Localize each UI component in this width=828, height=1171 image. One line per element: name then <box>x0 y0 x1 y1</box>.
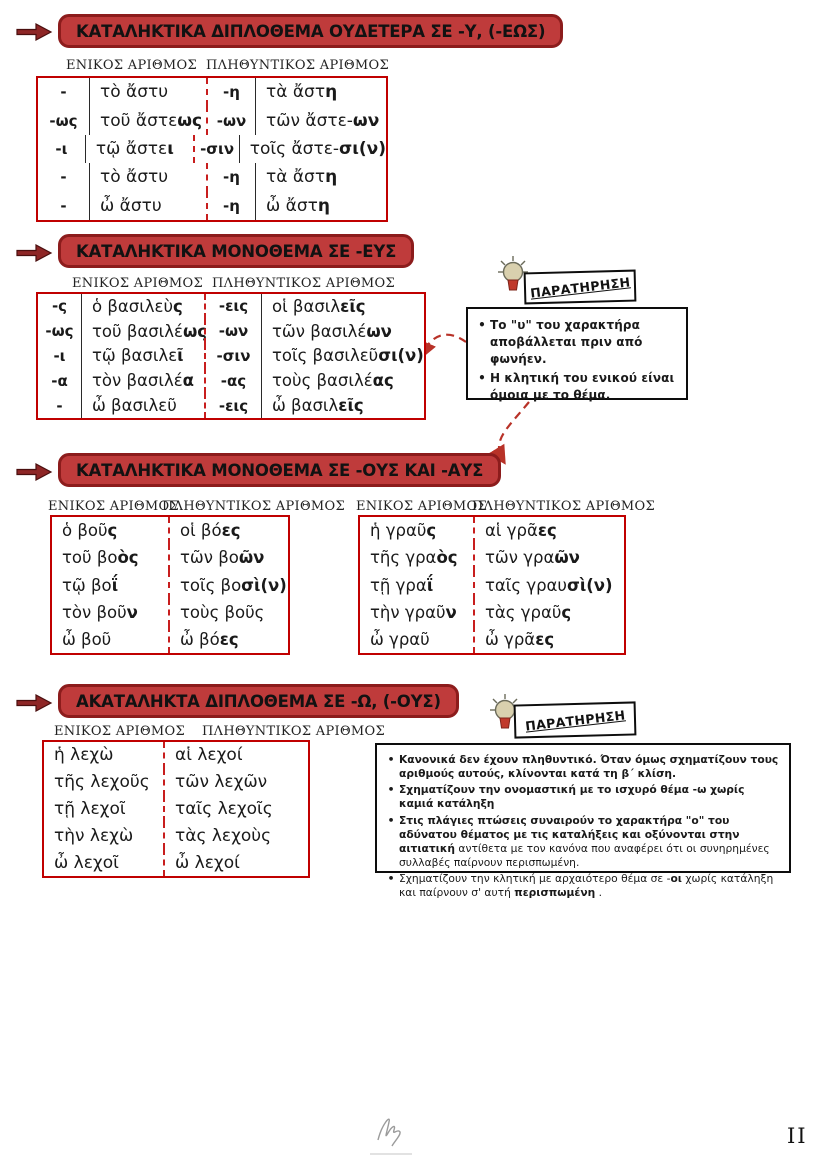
declension-row <box>52 626 288 653</box>
word-text: τὴν λεχὼ <box>54 825 134 846</box>
word-text: τῆς λεχοῦς <box>54 772 150 793</box>
declension-row <box>38 163 386 191</box>
word-cell <box>256 192 386 220</box>
word-cell <box>82 319 208 344</box>
word-text: τὸν βασιλέ <box>92 371 183 391</box>
note-bullet <box>383 753 781 781</box>
bullet-text-normal: χωρίς κατάληξη και παίρνουν σ' αυτή <box>399 872 774 900</box>
word-cell <box>262 368 424 393</box>
word-cell <box>52 571 168 598</box>
column-header-plural: ΠΛΗΘΥΝΤΙΚΟΣ ΑΡΙΘΜΟΣ <box>202 724 385 739</box>
bullet-text <box>399 814 781 871</box>
column-header-plural: ΠΛΗΘΥΝΤΙΚΟΣ ΑΡΙΘΜΟΣ <box>162 499 345 514</box>
word-text: τὴν γραῦ <box>370 602 446 622</box>
word-cell <box>44 742 163 769</box>
word-ending-bold: ς <box>426 521 437 541</box>
section-banner-4 <box>58 684 459 718</box>
word-cell <box>163 769 308 796</box>
word-text: τῶν βασιλέ <box>272 321 367 341</box>
declension-row <box>360 599 624 626</box>
word-text: τὰ ἄστ <box>266 167 326 188</box>
word-cell <box>82 393 204 418</box>
word-ending-bold: ΐ <box>111 575 119 595</box>
word-ending-bold: η <box>317 195 330 216</box>
word-cell <box>473 626 624 653</box>
word-text: τὰ ἄστ <box>266 82 326 103</box>
word-text: ὦ βοῦ <box>62 629 112 649</box>
word-cell <box>256 106 386 134</box>
word-ending-bold: ν <box>445 602 457 622</box>
declension-row <box>360 626 624 653</box>
section-banner-1 <box>58 14 563 48</box>
word-ending-bold: σι(ν) <box>339 139 386 160</box>
word-cell <box>163 822 308 849</box>
word-cell <box>256 163 386 191</box>
word-ending-bold: ας <box>372 371 394 391</box>
case-ending-cell: -ων <box>204 319 262 344</box>
case-ending-cell: -εις <box>204 294 262 319</box>
note-header-2 <box>514 701 637 738</box>
word-ending-bold: ως <box>182 321 208 341</box>
declension-table-asty <box>36 76 388 222</box>
word-ending-bold: εῖς <box>338 396 364 416</box>
declension-row <box>38 393 424 418</box>
declension-row <box>44 769 308 796</box>
column-header-singular: ΕΝΙΚΟΣ ΑΡΙΘΜΟΣ <box>356 499 487 514</box>
column-header-singular: ΕΝΙΚΟΣ ΑΡΙΘΜΟΣ <box>66 58 197 73</box>
declension-row <box>38 78 386 106</box>
bullet-text <box>399 753 781 781</box>
bullet-dot: • <box>387 753 395 766</box>
word-text: τοῦ βο <box>62 548 118 568</box>
column-header-singular: ΕΝΙΚΟΣ ΑΡΙΘΜΟΣ <box>48 499 179 514</box>
bullet-dot: • <box>478 371 486 386</box>
case-ending-cell: -η <box>206 192 256 220</box>
column-header-plural: ΠΛΗΘΥΝΤΙΚΟΣ ΑΡΙΘΜΟΣ <box>206 58 389 73</box>
note-body-2 <box>375 743 791 900</box>
word-cell <box>262 294 424 319</box>
bullet-text <box>399 872 781 900</box>
declension-row <box>52 544 288 571</box>
word-cell <box>473 517 624 544</box>
bullet-text <box>490 317 678 367</box>
declension-row <box>44 822 308 849</box>
case-ending-cell: -ας <box>204 368 262 393</box>
bullet-text <box>399 783 781 811</box>
note-title: ΠΑΡΑΤΗΡΗΣΗ <box>524 706 626 734</box>
word-text: τὰς γραῦ <box>485 602 562 622</box>
word-cell <box>256 78 386 106</box>
word-text: ἡ λεχὼ <box>54 745 114 766</box>
signature-mark <box>358 1106 424 1158</box>
column-header-singular: ΕΝΙΚΟΣ ΑΡΙΘΜΟΣ <box>54 724 185 739</box>
word-cell <box>90 78 206 106</box>
case-ending-cell: -ι <box>38 135 86 163</box>
case-ending-cell: -σιν <box>204 344 262 369</box>
bullet-dot: • <box>387 783 395 797</box>
word-cell <box>52 517 168 544</box>
word-text: ὁ βασιλεὺ <box>92 296 174 316</box>
word-text: τὸ ἄστυ <box>100 167 169 188</box>
word-text: ὦ γρᾶ <box>485 629 536 649</box>
word-ending-bold: ς <box>107 521 118 541</box>
case-ending-cell: -ι <box>38 344 82 369</box>
dashed-arrow-down <box>499 402 529 462</box>
word-ending-bold: η <box>325 167 338 188</box>
word-cell <box>52 599 168 626</box>
case-ending-cell: - <box>38 163 90 191</box>
word-text: ὦ βασιλ <box>272 396 339 416</box>
word-ending-bold: ες <box>221 521 241 541</box>
word-text: τῷ βο <box>62 575 112 595</box>
word-cell <box>82 294 204 319</box>
declension-row <box>38 106 386 134</box>
word-ending-bold: ν <box>126 602 138 622</box>
word-cell <box>168 599 288 626</box>
declension-table-bous <box>50 515 290 655</box>
word-text: αἱ γρᾶ <box>485 521 538 541</box>
word-text: τοὺς βοῦς <box>180 602 265 622</box>
word-text: τοῖς βασιλεῦ <box>272 346 379 366</box>
word-text: ἡ γραῦ <box>370 521 427 541</box>
section-title: ΚΑΤΑΛΗΚΤΙΚΑ ΜΟΝΟΘΕΜΑ ΣΕ -ΕΥΣ <box>76 241 397 261</box>
word-ending-bold: ων <box>352 110 380 131</box>
arrow-right-icon <box>15 243 53 263</box>
declension-row <box>360 544 624 571</box>
word-ending-bold: ΐ <box>426 575 434 595</box>
word-text: τοῦ βασιλέ <box>92 321 183 341</box>
declension-row <box>52 571 288 598</box>
word-text: ὦ ἄστ <box>266 195 318 216</box>
word-cell <box>90 106 206 134</box>
word-ending-bold: ὸς <box>436 548 458 568</box>
word-text: τοῖς βο <box>180 575 242 595</box>
arrow-right-icon <box>15 22 53 42</box>
word-cell <box>473 599 624 626</box>
note-title: ΠΑΡΑΤΗΡΗΣΗ <box>529 273 631 301</box>
section-banner-2 <box>58 234 414 268</box>
dashed-arrow-to-table <box>421 335 466 357</box>
case-ending-cell: - <box>38 78 90 106</box>
bullet-text-bold: περισπωμένη <box>514 886 596 900</box>
word-text: τῆς γρα <box>370 548 437 568</box>
word-text: τῶν λεχῶν <box>175 772 268 793</box>
word-text: τοὺς βασιλέ <box>272 371 373 391</box>
case-ending-cell: -η <box>206 78 256 106</box>
word-text: τῶν βο <box>180 548 239 568</box>
declension-row <box>38 192 386 220</box>
word-text: οἱ βό <box>180 521 222 541</box>
bullet-text-bold: οι <box>670 872 682 885</box>
word-text: τῷ βασιλε <box>92 346 178 366</box>
word-cell <box>360 571 473 598</box>
word-ending-bold: ες <box>537 521 557 541</box>
word-text: ὦ λεχοί <box>175 852 240 873</box>
note-header-1 <box>524 270 637 305</box>
bullet-text-bold: Η κλητική του ενικού είναι όμοια με το θέμα. <box>490 371 675 403</box>
word-cell <box>473 571 624 598</box>
word-cell <box>262 344 424 369</box>
word-cell <box>168 517 288 544</box>
declension-row <box>44 742 308 769</box>
word-ending-bold: ως <box>177 110 203 131</box>
arrow-right-icon <box>15 693 53 713</box>
word-text: ὦ γραῦ <box>370 629 430 649</box>
word-text: τὸ ἄστυ <box>100 82 169 103</box>
declension-table-lecho <box>42 740 310 878</box>
declension-row <box>52 517 288 544</box>
case-ending-cell: - <box>38 192 90 220</box>
note-bullet <box>474 317 678 367</box>
case-ending-cell: -ς <box>38 294 82 319</box>
word-cell <box>360 544 473 571</box>
word-ending-bold: ῶν <box>238 548 265 568</box>
note-body-1 <box>466 307 688 403</box>
word-ending-bold: ῖ <box>177 346 184 366</box>
bullet-text <box>490 370 678 404</box>
word-text: αἱ λεχοί <box>175 745 243 766</box>
note-bullet <box>383 783 781 811</box>
word-ending-bold: σὶ(ν) <box>241 575 287 595</box>
bullet-text-bold: Κανονικά δεν έχουν πληθυντικό. Όταν όμως σχηματίζουν τους αριθμούς αυτούς, κλίνονται κατά τη β΄ κλίση. <box>399 753 779 781</box>
word-cell <box>44 769 163 796</box>
word-ending-bold: ες <box>219 629 239 649</box>
case-ending-cell: -ων <box>206 106 256 134</box>
word-text: ὦ λεχοῖ <box>54 852 119 873</box>
bullet-text-bold: Σχηματίζουν την ονομαστική με το ισχυρό θέμα -ω χωρίς καμιά κατάληξη <box>399 783 745 811</box>
word-cell <box>360 599 473 626</box>
word-cell <box>86 135 194 163</box>
word-text: τοῖς ἄστε- <box>249 139 340 160</box>
word-ending-bold: ῶν <box>554 548 580 568</box>
word-text: τῶν γρα <box>485 548 555 568</box>
word-text: τῇ λεχοῖ <box>54 798 126 819</box>
case-ending-cell: -η <box>206 163 256 191</box>
declension-row <box>38 344 424 369</box>
note-bullet <box>474 370 678 404</box>
bullet-text-bold: Το "υ" του χαρακτήρα αποβάλλεται πριν από φωνήεν. <box>490 318 643 366</box>
word-cell <box>82 368 204 393</box>
case-ending-cell: -εις <box>204 393 262 418</box>
note-bullet <box>383 872 781 900</box>
bullet-text-normal: αντίθετα με τον κανόνα που αναφέρει ότι οι συνηρημένες συλλαβές παίρνουν περισπωμένη. <box>399 841 770 869</box>
bullet-text-bold: Στις πλάγιες πτώσεις συναιρούν το χαρακτήρα "ο" του αδύνατου θέματος με τις καταλήξεις και οξύνονται στην αιτιατική <box>399 813 740 855</box>
word-cell <box>90 163 206 191</box>
bullet-dot: • <box>478 318 486 332</box>
declension-row <box>360 517 624 544</box>
section-title: ΚΑΤΑΛΗΚΤΙΚΑ ΔΙΠΛΟΘΕΜΑ ΟΥΔΕΤΕΡΑ ΣΕ -Υ, (-ΕΩΣ) <box>76 21 546 41</box>
word-cell <box>163 742 308 769</box>
declension-row <box>44 796 308 823</box>
word-text: ὁ βοῦ <box>62 521 108 541</box>
word-text: τὰς λεχοὺς <box>175 825 272 846</box>
case-ending-cell: -σιν <box>193 135 239 163</box>
arrow-right-icon <box>15 462 53 482</box>
column-header-plural: ΠΛΗΘΥΝΤΙΚΟΣ ΑΡΙΘΜΟΣ <box>212 276 395 291</box>
word-ending-bold: ες <box>535 629 555 649</box>
word-text: τῶν ἄστε- <box>266 110 353 131</box>
word-cell <box>262 319 424 344</box>
word-ending-bold: ς <box>173 296 183 316</box>
section-title: ΚΑΤΑΛΗΚΤΙΚΑ ΜΟΝΟΘΕΜΑ ΣΕ -ΟΥΣ ΚΑΙ -ΑΥΣ <box>76 460 484 480</box>
word-text: ὦ βασιλεῦ <box>92 396 177 416</box>
section-banner-3 <box>58 453 501 487</box>
case-ending-cell: -ως <box>38 106 90 134</box>
column-header-plural: ΠΛΗΘΥΝΤΙΚΟΣ ΑΡΙΘΜΟΣ <box>472 499 655 514</box>
word-cell <box>360 517 473 544</box>
declension-row <box>52 599 288 626</box>
declension-table-basileus <box>36 292 426 420</box>
word-text: τῷ ἄστε <box>95 139 168 160</box>
case-ending-cell: -α <box>38 368 82 393</box>
declension-row <box>360 571 624 598</box>
declension-row <box>38 294 424 319</box>
word-cell <box>82 344 204 369</box>
word-cell <box>90 192 206 220</box>
bullet-dot: • <box>387 813 395 827</box>
word-ending-bold: η <box>325 82 338 103</box>
word-ending-bold: εῖς <box>340 296 366 316</box>
word-text: τοῦ ἄστε <box>100 110 178 131</box>
declension-row <box>38 319 424 344</box>
word-text: ὦ ἄστυ <box>100 195 162 216</box>
word-text: τὸν βοῦ <box>62 602 127 622</box>
word-cell <box>44 822 163 849</box>
word-cell <box>44 849 163 876</box>
case-ending-cell: - <box>38 393 82 418</box>
word-cell <box>168 544 288 571</box>
case-ending-cell: -ως <box>38 319 82 344</box>
word-cell <box>52 626 168 653</box>
page-number: II <box>787 1124 808 1148</box>
word-text: ὦ βό <box>180 629 220 649</box>
word-ending-bold: σι(ν) <box>378 346 424 366</box>
word-ending-bold: ὸς <box>117 548 139 568</box>
word-cell <box>44 796 163 823</box>
bullet-dot: • <box>387 872 395 885</box>
word-text: οἱ βασιλ <box>272 296 341 316</box>
section-title: ΑΚΑΤΑΛΗΚΤΑ ΔΙΠΛΟΘΕΜΑ ΣΕ -Ω, (-ΟΥΣ) <box>76 691 441 711</box>
word-text: τῇ γρα <box>370 575 427 595</box>
declension-row <box>38 368 424 393</box>
word-cell <box>168 626 288 653</box>
word-cell <box>360 626 473 653</box>
word-cell <box>163 849 308 876</box>
bullet-text-normal: Σχηματίζουν την κλητική με αρχαιότερο θέμα σε - <box>399 872 671 885</box>
word-cell <box>240 135 386 163</box>
word-cell <box>168 571 288 598</box>
word-text: ταῖς λεχοῖς <box>175 798 273 819</box>
declension-table-graus <box>358 515 626 655</box>
word-ending-bold: σὶ(ν) <box>566 575 613 595</box>
word-cell <box>262 393 424 418</box>
word-ending-bold: ι <box>167 139 174 160</box>
word-text: ταῖς γραυ <box>485 575 567 595</box>
note-bullet <box>383 814 781 871</box>
word-ending-bold: ς <box>561 602 572 622</box>
declension-row <box>44 849 308 876</box>
word-cell <box>163 796 308 823</box>
word-cell <box>52 544 168 571</box>
word-ending-bold: α <box>182 371 194 391</box>
declension-row <box>38 135 386 163</box>
word-ending-bold: ων <box>366 321 392 341</box>
bullet-text-normal: . <box>595 886 603 900</box>
column-header-singular: ΕΝΙΚΟΣ ΑΡΙΘΜΟΣ <box>72 276 203 291</box>
word-cell <box>473 544 624 571</box>
